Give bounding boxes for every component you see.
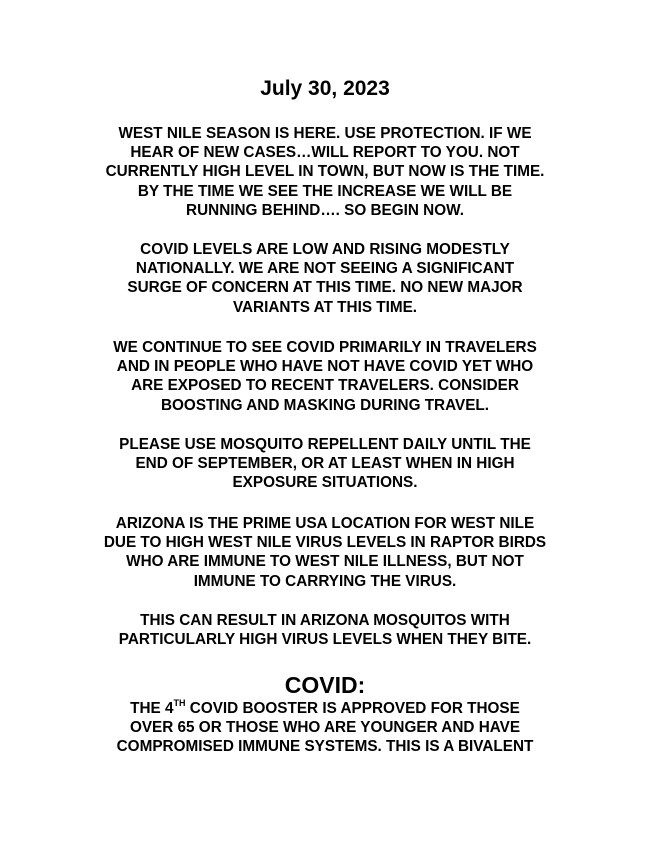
booster-line-1-rest: COVID BOOSTER IS APPROVED FOR THOSE bbox=[185, 700, 520, 717]
covid-heading: COVID: bbox=[284, 672, 366, 698]
paragraph-covid-travelers: WE CONTINUE TO SEE COVID PRIMARILY IN TRAVELERS AND IN PEOPLE WHO HAVE NOT HAVE COVID YET WHO ARE EXPOSED TO RECENT TRAVELERS. CONSIDER BOOSTING AND MASKING DURING TRAVEL. bbox=[113, 339, 537, 414]
paragraph-west-nile-season: WEST NILE SEASON IS HERE. USE PROTECTION. IF WE HEAR OF NEW CASES…WILL REPORT TO YOU. NOT CURRENTLY HIGH LEVEL IN TOWN, BUT NOW IS THE TIME. BY THE TIME WE SEE THE INCREASE WE WILL BE RUNNING BEHIND…. SO BEGIN NOW. bbox=[105, 125, 545, 219]
paragraph-covid-booster bbox=[60, 699, 590, 757]
booster-prefix: THE 4 bbox=[130, 700, 174, 717]
paragraph-arizona-west-nile: ARIZONA IS THE PRIME USA LOCATION FOR WEST NILE DUE TO HIGH WEST NILE VIRUS LEVELS IN RAPTOR BIRDS WHO ARE IMMUNE TO WEST NILE ILLNESS, BUT NOT IMMUNE TO CARRYING THE VIRUS. bbox=[103, 515, 547, 590]
paragraph-mosquito-repellent: PLEASE USE MOSQUITO REPELLENT DAILY UNTIL THE END OF SEPTEMBER, OR AT LEAST WHEN IN HIGH EXPOSURE SITUATIONS. bbox=[119, 436, 531, 492]
paragraph-arizona-mosquitos: THIS CAN RESULT IN ARIZONA MOSQUITOS WITH PARTICULARLY HIGH VIRUS LEVELS WHEN THEY BITE. bbox=[118, 612, 532, 649]
booster-line-3: COMPROMISED IMMUNE SYSTEMS. THIS IS A BIVALENT bbox=[116, 738, 534, 756]
booster-ordinal-suffix: TH bbox=[173, 697, 186, 708]
paragraph-covid-levels: COVID LEVELS ARE LOW AND RISING MODESTLY NATIONALLY. WE ARE NOT SEEING A SIGNIFICANT SURGE OF CONCERN AT THIS TIME. NO NEW MAJOR VARIANTS AT THIS TIME. bbox=[127, 241, 523, 316]
booster-line-2: OVER 65 OR THOSE WHO ARE YOUNGER AND HAVE bbox=[129, 719, 521, 737]
document-date: July 30, 2023 bbox=[260, 77, 390, 100]
booster-line-1 bbox=[60, 699, 590, 718]
